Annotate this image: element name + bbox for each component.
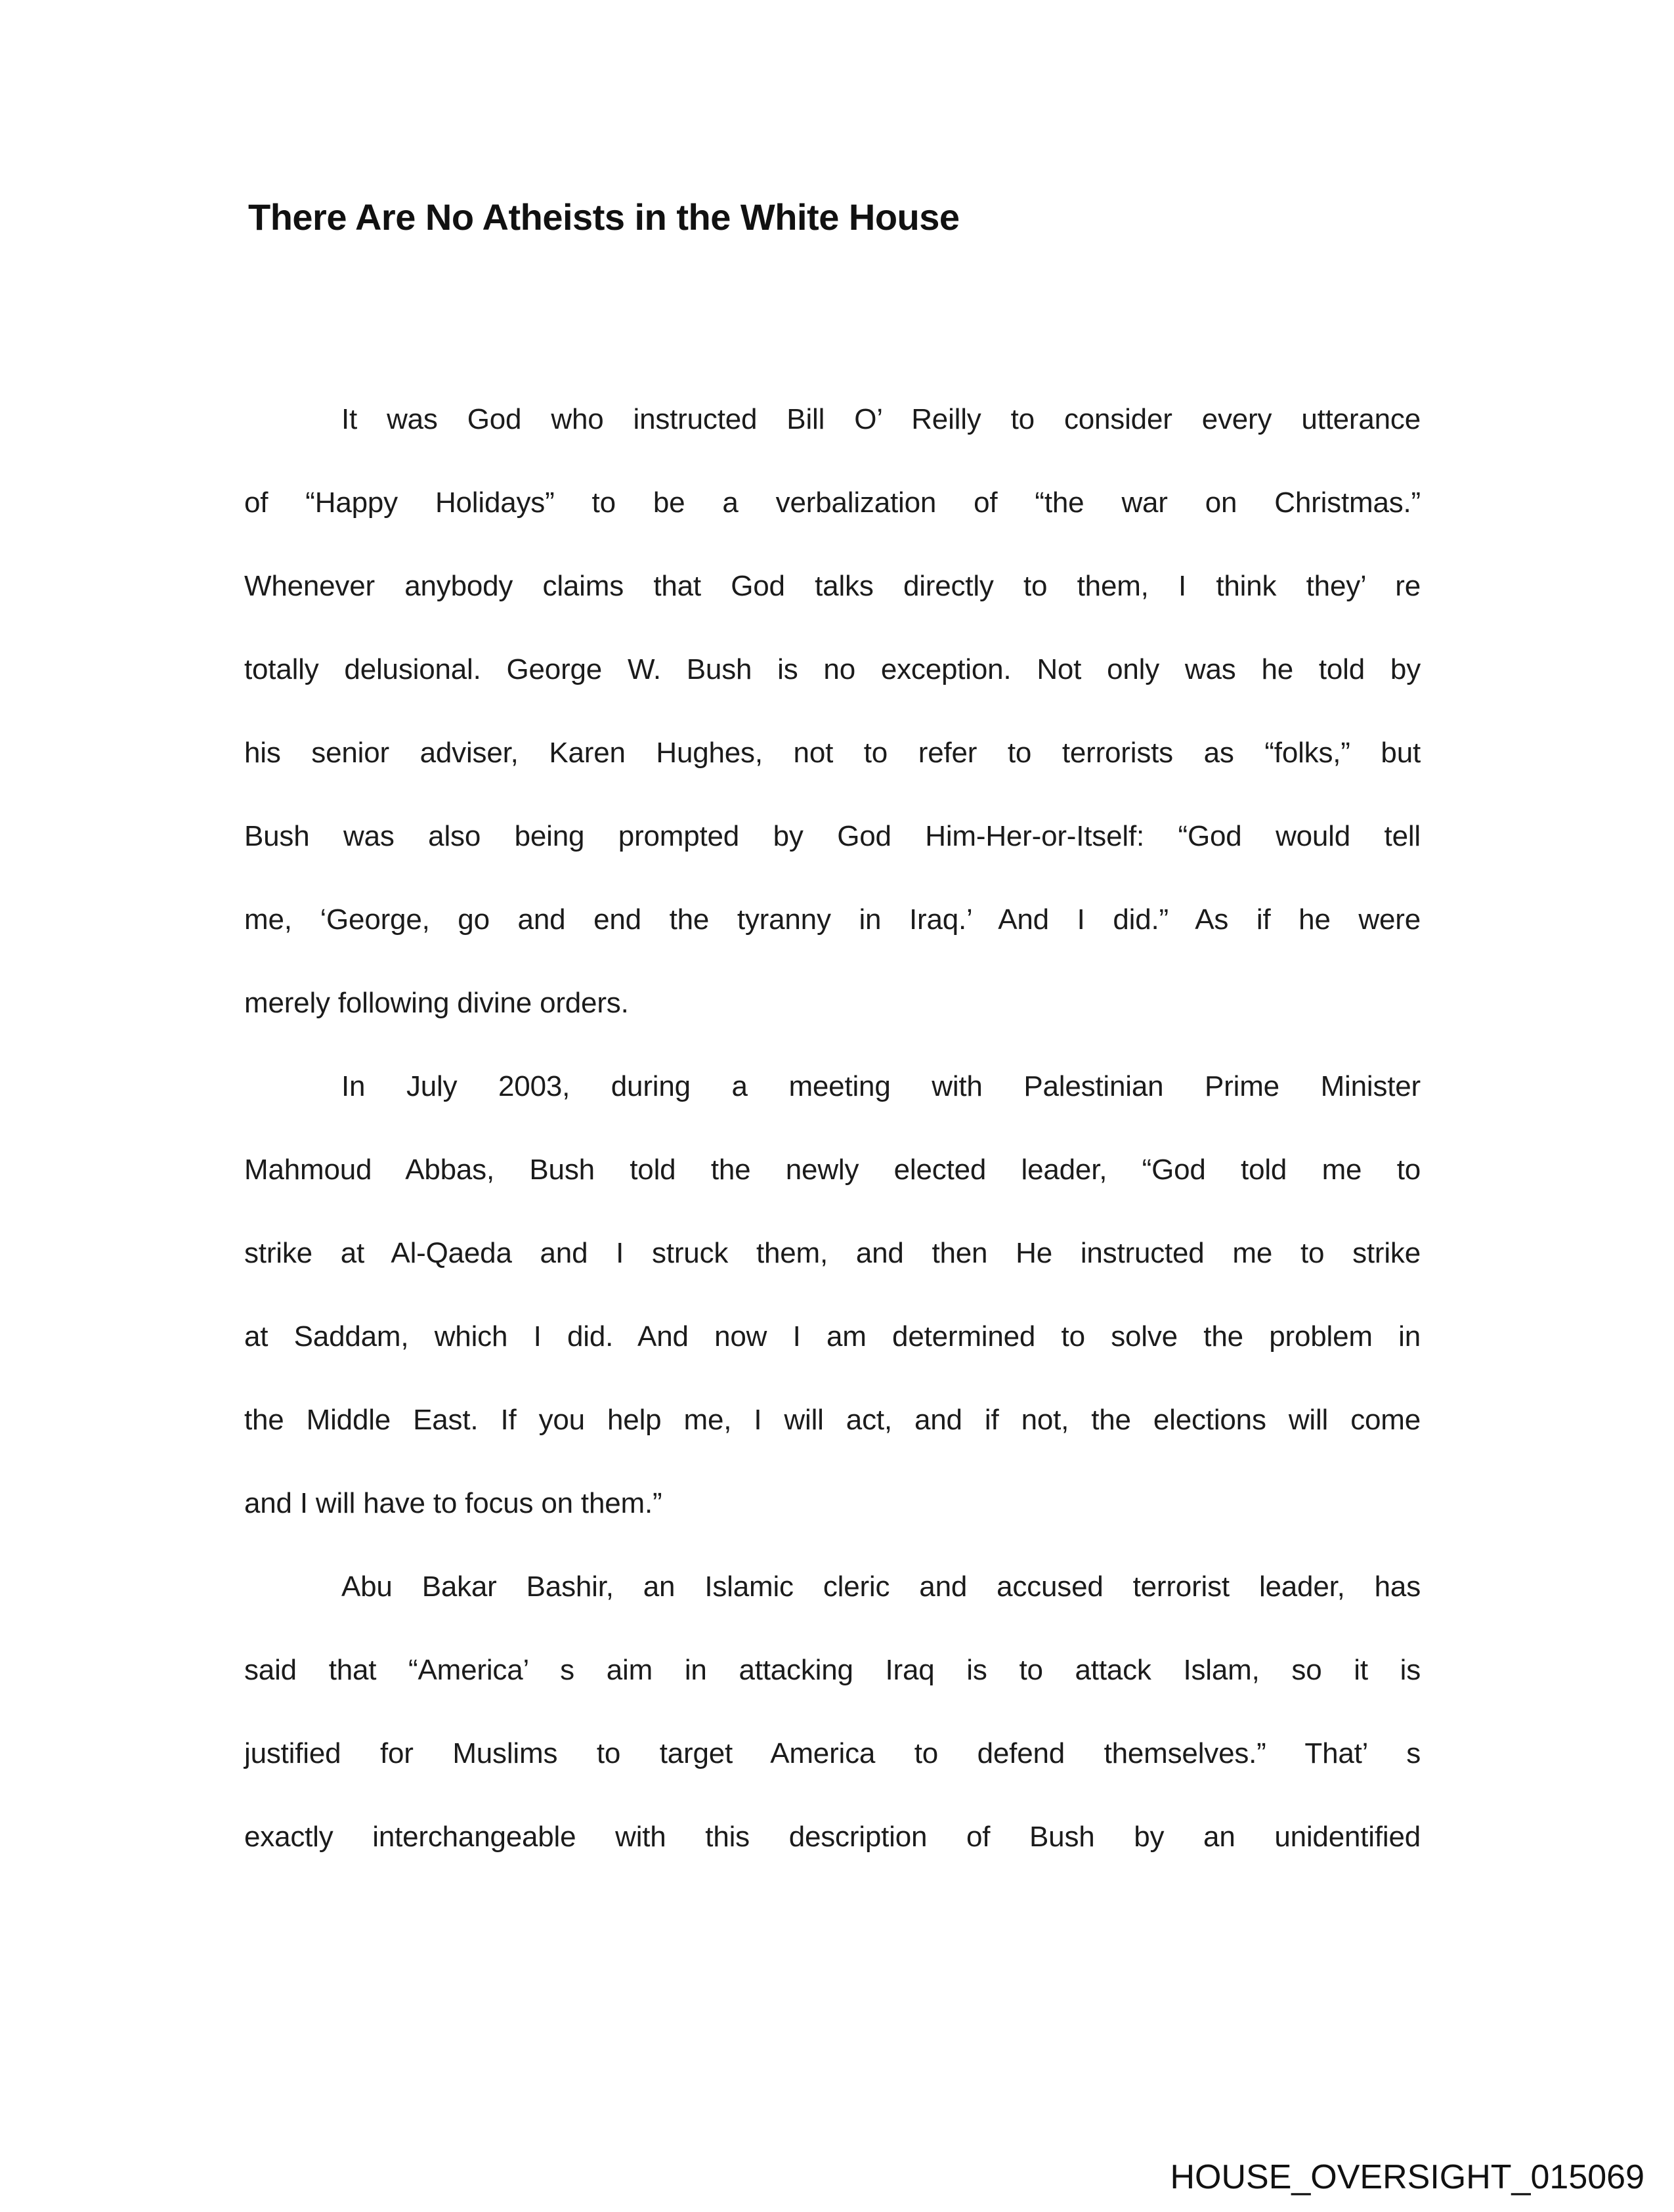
text-line: Whenever anybody claims that God talks directly to them, I think they’ re	[244, 570, 1421, 602]
document-title: There Are No Atheists in the White House	[248, 196, 960, 238]
text-line: It was God who instructed Bill O’ Reilly to consider every utterance	[341, 403, 1421, 435]
text-line: me, ‘George, go and end the tyranny in Iraq.’ And I did.” As if he were	[244, 903, 1421, 936]
text-line: said that “America’ s aim in attacking Iraq is to attack Islam, so it is	[244, 1654, 1421, 1686]
text-line: of “Happy Holidays” to be a verbalization of “the war on Christmas.”	[244, 487, 1421, 519]
text-line: totally delusional. George W. Bush is no exception. Not only was he told by	[244, 653, 1421, 685]
text-line: and I will have to focus on them.”	[244, 1487, 662, 1519]
bates-number: HOUSE_OVERSIGHT_015069	[1170, 2158, 1644, 2196]
text-line: his senior adviser, Karen Hughes, not to refer to terrorists as “folks,” but	[244, 737, 1421, 769]
text-line: Abu Bakar Bashir, an Islamic cleric and accused terrorist leader, has	[341, 1571, 1421, 1603]
text-line: at Saddam, which I did. And now I am determined to solve the problem in	[244, 1320, 1421, 1353]
text-line: exactly interchangeable with this description of Bush by an unidentified	[244, 1821, 1421, 1853]
paragraph	[244, 378, 1421, 1045]
text-line: Bush was also being prompted by God Him-Her-or-Itself: “God would tell	[244, 820, 1421, 852]
paragraph	[244, 1545, 1421, 1878]
paragraph	[244, 1045, 1421, 1545]
text-line: strike at Al-Qaeda and I struck them, and then He instructed me to strike	[244, 1237, 1421, 1269]
document-body	[244, 378, 1421, 1878]
text-line: merely following divine orders.	[244, 987, 629, 1019]
text-line: Mahmoud Abbas, Bush told the newly elected leader, “God told me to	[244, 1154, 1421, 1186]
text-line: justified for Muslims to target America to defend themselves.” That’ s	[244, 1737, 1421, 1769]
text-line: In July 2003, during a meeting with Palestinian Prime Minister	[341, 1070, 1421, 1102]
text-line: the Middle East. If you help me, I will act, and if not, the elections will come	[244, 1404, 1421, 1436]
